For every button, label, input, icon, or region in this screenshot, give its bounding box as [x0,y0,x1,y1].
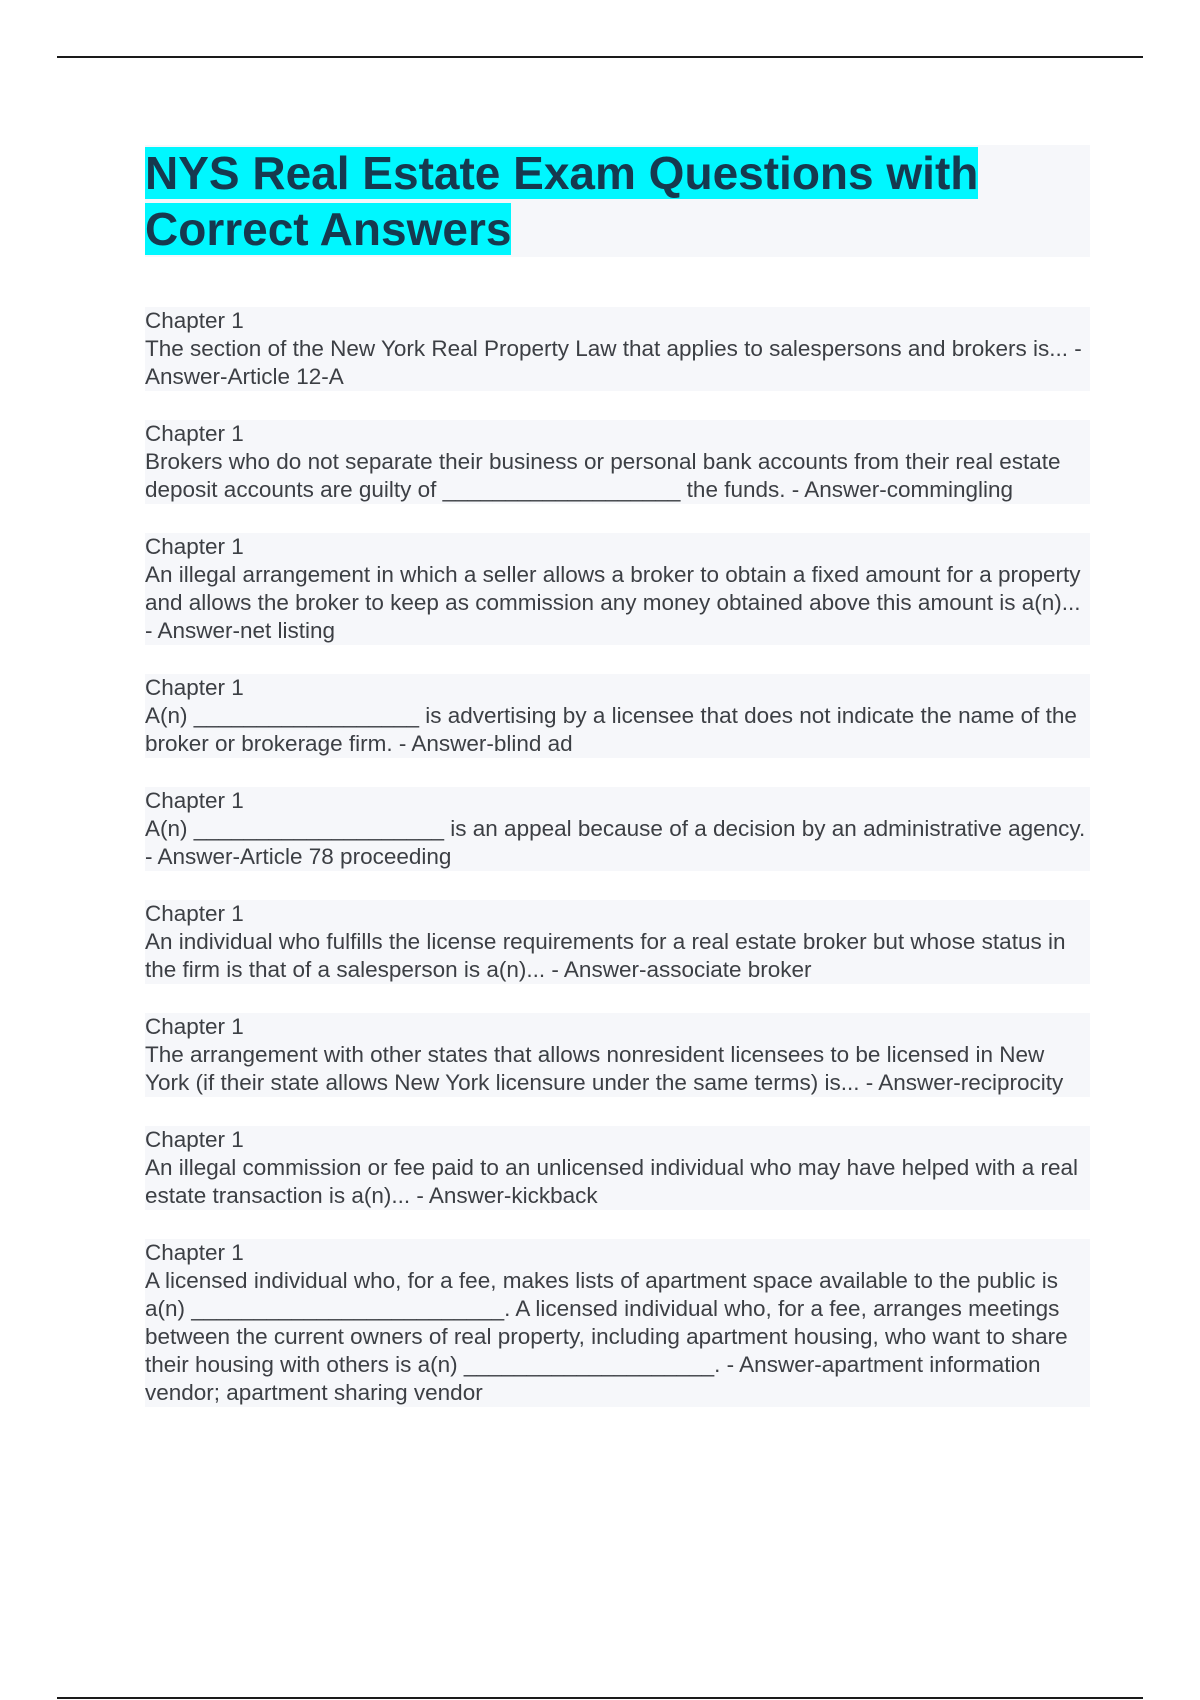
chapter-label: Chapter 1 [145,901,244,926]
qa-item [145,1013,1090,1097]
question-text: An illegal commission or fee paid to an unlicensed individual who may have helped with a real estate transaction is a(n)... - Answer-kickback [145,1155,1079,1208]
top-rule [57,56,1143,58]
chapter-label: Chapter 1 [145,1127,244,1152]
question-text: A licensed individual who, for a fee, makes lists of apartment space available to the public is a(n) _________________________. A licensed individual who, for a fee, arranges meetings between the current owners of real property, including apartment housing, who want to share their housing with others is a(n) ____________________. - Answer-apartment information vendor; apartment sharing vendor [145,1268,1068,1405]
chapter-label: Chapter 1 [145,788,244,813]
chapter-label: Chapter 1 [145,1240,244,1265]
document-title: NYS Real Estate Exam Questions with Correct Answers [145,147,979,255]
question-text: An individual who fulfills the license requirements for a real estate broker but whose status in the firm is that of a salesperson is a(n)... - Answer-associate broker [145,929,1066,982]
bottom-rule [57,1697,1143,1699]
qa-item [145,1126,1090,1210]
question-text: Brokers who do not separate their business or personal bank accounts from their real estate deposit accounts are guilty of ___________________ the funds. - Answer-commingling [145,449,1061,502]
document-body [145,145,1090,1436]
qa-item [145,900,1090,984]
qa-item [145,533,1090,645]
title-block [145,145,1090,257]
chapter-label: Chapter 1 [145,675,244,700]
chapter-label: Chapter 1 [145,1014,244,1039]
qa-item [145,1239,1090,1407]
question-text: An illegal arrangement in which a seller allows a broker to obtain a fixed amount for a property and allows the broker to keep as commission any money obtained above this amount is a(n)... - Answer-net listing [145,562,1081,643]
question-text: The arrangement with other states that allows nonresident licensees to be licensed in New York (if their state allows New York licensure under the same terms) is... - Answer-reciprocity [145,1042,1064,1095]
qa-item [145,787,1090,871]
question-text: A(n) ____________________ is an appeal because of a decision by an administrative agency. - Answer-Article 78 proceeding [145,816,1086,869]
question-text: The section of the New York Real Property Law that applies to salespersons and brokers is... - Answer-Article 12-A [145,336,1082,389]
qa-item [145,420,1090,504]
qa-item [145,307,1090,391]
chapter-label: Chapter 1 [145,308,244,333]
question-text: A(n) __________________ is advertising by a licensee that does not indicate the name of the broker or brokerage firm. - Answer-blind ad [145,703,1077,756]
chapter-label: Chapter 1 [145,534,244,559]
chapter-label: Chapter 1 [145,421,244,446]
qa-item [145,674,1090,758]
